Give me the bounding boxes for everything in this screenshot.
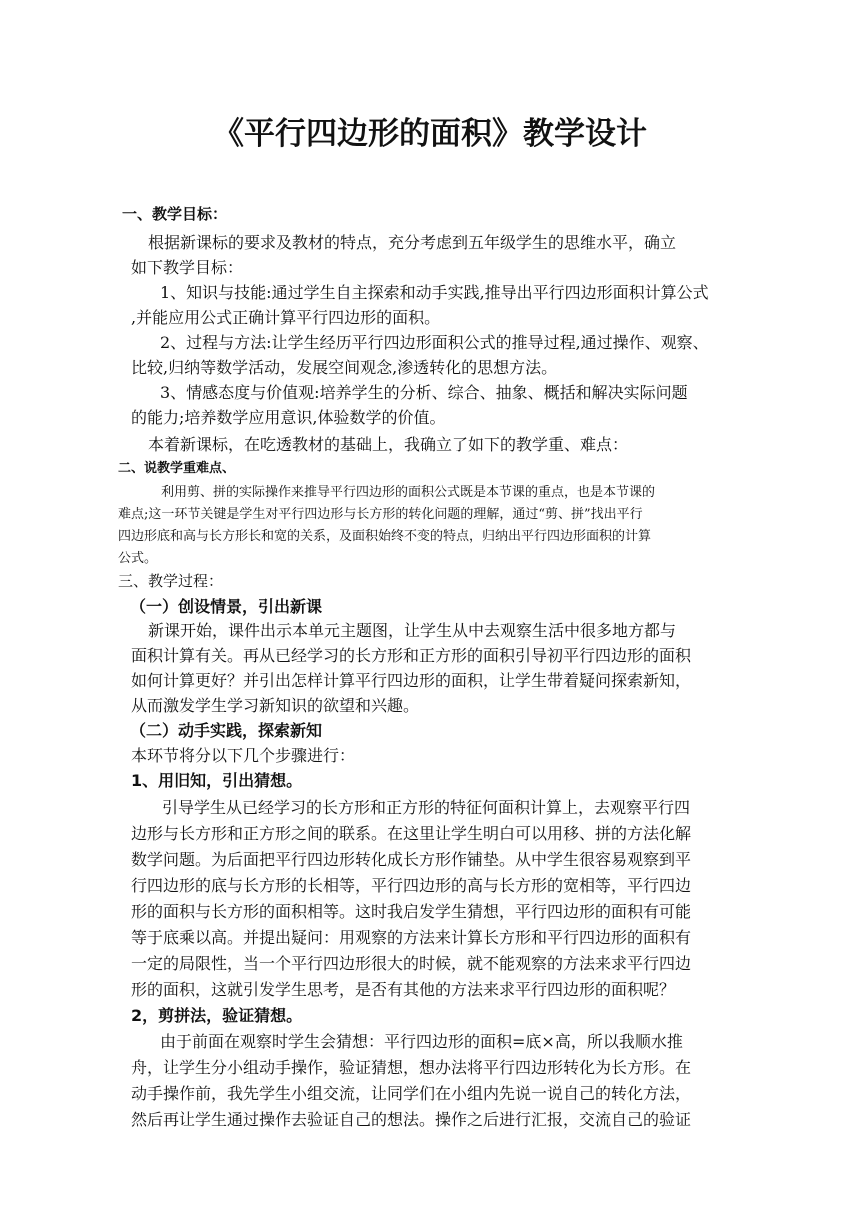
paragraph-line: 边形与长方形和正方形之间的联系。在这里让学生明白可以用移、拼的方法化解 <box>131 824 692 843</box>
paragraph-line: 然后再让学生通过操作去验证自己的想法。操作之后进行汇报，交流自己的验证 <box>131 1110 692 1129</box>
paragraph-line: 新课开始，课件出示本单元主题图，让学生从中去观察生活中很多地方都与 <box>148 621 677 640</box>
paragraph-line: 数学问题。为后面把平行四边形转化成长方形作铺垫。从中学生很容易观察到平 <box>131 850 692 869</box>
paragraph-line: 形的面积，这就引发学生思考，是否有其他的方法来求平行四边形的面积呢？ <box>131 980 676 999</box>
paragraph-line: 1、知识与技能:通过学生自主探索和动手实践,推导出平行四边形面积计算公式 <box>160 283 709 302</box>
paragraph-line: ,并能应用公式正确计算平行四边形的面积。 <box>131 308 441 327</box>
paragraph-line: 一定的局限性，当一个平行四边形很大的时候，就不能观察的方法来求平行四边 <box>131 954 692 973</box>
paragraph-line: 行四边形的底与长方形的长相等，平行四边形的高与长方形的宽相等，平行四边 <box>131 876 692 895</box>
step-heading: 1、用旧知，引出猜想。 <box>131 771 303 790</box>
paragraph-line: 面积计算有关。再从已经学习的长方形和正方形的面积引导初平行四边形的面积 <box>131 646 692 665</box>
paragraph-line: 动手操作前，我先学生小组交流，让同学们在小组内先说一说自己的转化方法， <box>131 1084 692 1103</box>
paragraph-line: 舟，让学生分小组动手操作，验证猜想，想办法将平行四边形转化为长方形。在 <box>131 1058 692 1077</box>
paragraph-line: 本着新课标，在吃透教材的基础上，我确立了如下的教学重、难点： <box>148 435 629 454</box>
paragraph-line: 3、情感态度与价值观:培养学生的分析、综合、抽象、概括和解决实际问题 <box>160 383 688 402</box>
subsection-heading: （一）创设情景，引出新课 <box>130 597 323 616</box>
paragraph-line: 如何计算更好？并引出怎样计算平行四边形的面积，让学生带着疑问探索新知， <box>131 671 692 690</box>
paragraph-line: 公式。 <box>118 551 158 566</box>
section-2-heading: 二、说教学重难点、 <box>118 461 236 476</box>
paragraph-line: 难点;这一环节关键是学生对平行四边形与长方形的转化问题的理解，通过“剪、拼”找出平行 <box>118 507 643 522</box>
paragraph-line: 由于前面在观察时学生会猜想：平行四边形的面积=底×高，所以我顺水推 <box>160 1032 683 1051</box>
section-3-heading: 三、教学过程： <box>118 572 224 590</box>
subsection-heading: （二）动手实践，探索新知 <box>130 721 323 740</box>
paragraph-line: 如下教学目标： <box>131 258 244 277</box>
paragraph-line: 2、过程与方法:让学生经历平行四边形面积公式的推导过程,通过操作、观察、 <box>160 333 709 352</box>
paragraph-line: 从而激发学生学习新知识的欲望和兴趣。 <box>131 696 420 715</box>
page-title: 《平行四边形的面积》教学设计 <box>213 116 647 152</box>
step-heading: 2，剪拼法，验证猜想。 <box>131 1006 303 1025</box>
paragraph-line: 等于底乘以高。并提出疑问：用观察的方法来计算长方形和平行四边形的面积有 <box>131 928 692 947</box>
paragraph-line: 利用剪、拼的实际操作来推导平行四边形的面积公式既是本节课的重点，也是本节课的 <box>161 485 656 500</box>
paragraph-line: 根据新课标的要求及教材的特点，充分考虑到五年级学生的思维水平，确立 <box>148 233 677 252</box>
paragraph-line: 四边形底和高与长方形长和宽的关系，及面积始终不变的特点，归纳出平行四边形面积的计算 <box>118 529 652 544</box>
paragraph-line: 的能力;培养数学应用意识,体验数学的价值。 <box>131 408 446 427</box>
paragraph-line: 引导学生从已经学习的长方形和正方形的特征何面积计算上，去观察平行四 <box>162 798 691 817</box>
paragraph-line: 本环节将分以下几个步骤进行： <box>131 746 356 765</box>
paragraph-line: 比较,归纳等数学活动，发展空间观念,渗透转化的思想方法。 <box>131 358 558 377</box>
section-1-heading: 一、教学目标： <box>122 205 228 223</box>
paragraph-line: 形的面积与长方形的面积相等。这时我启发学生猜想，平行四边形的面积有可能 <box>131 902 692 921</box>
